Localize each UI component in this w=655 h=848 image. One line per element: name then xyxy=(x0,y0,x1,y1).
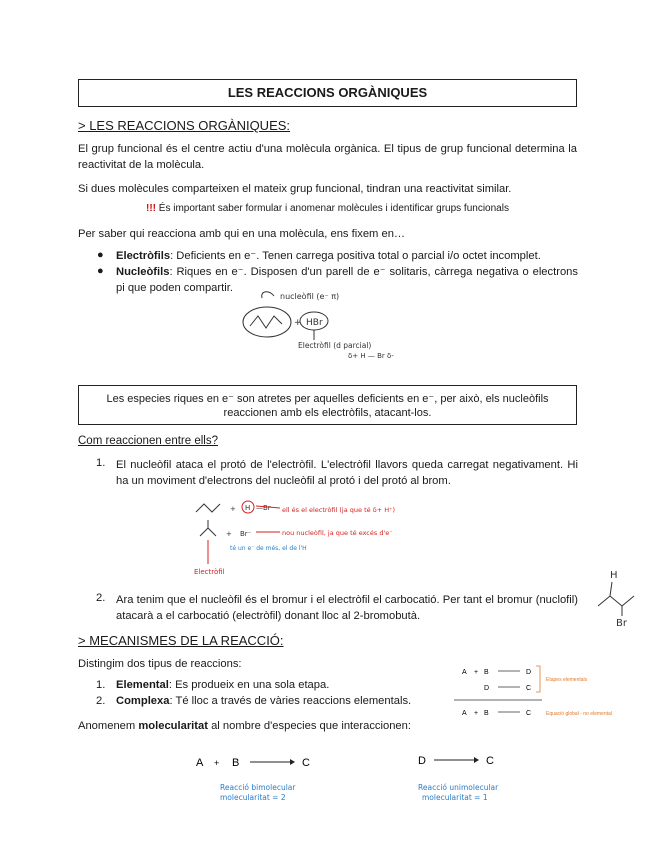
uni-label-1: Reacció unimolecular xyxy=(418,783,499,792)
bi-arrowhead xyxy=(290,759,295,765)
paragraph-distingim: Distingim dos tipus de reaccions: xyxy=(78,658,242,670)
mini-d2: D xyxy=(484,685,490,692)
bi-plus: + xyxy=(214,758,220,768)
mini-plus3: + xyxy=(474,710,479,717)
alkene-structure xyxy=(250,316,282,328)
paragraph-fixem: Per saber qui reacciona amb qui en una molècula, ens fixem en… xyxy=(78,228,406,240)
sketch-red-note-1: ell és el electròfil (ja que té δ+ H⁺) xyxy=(282,506,396,514)
molecularitat-term: molecularitat xyxy=(138,720,208,732)
bi-a: A xyxy=(196,757,204,769)
mini-c: C xyxy=(526,685,532,692)
carbocation-structure xyxy=(200,520,216,536)
step-1: El nucleòfil ataca el protó de l'electròfil. L'electròfil llavors queda carregat negativament. Hi ha un moviment d'electrons del nucleòfil al protó i del protó al brom. xyxy=(116,459,578,487)
molecularitat-post: al nombre d'especies que interaccionen: xyxy=(207,720,411,732)
page-title: LES REACCIONS ORGÀNIQUES xyxy=(78,79,577,107)
term-elemental: Elemental xyxy=(116,679,169,691)
sketch-label-nucleofil: nucleòfil (e⁻ π) xyxy=(280,292,340,301)
def-complexa: : Té lloc a través de vàries reaccions elementals. xyxy=(169,695,412,707)
sketch-plus: + xyxy=(226,530,232,538)
uni-c: C xyxy=(486,755,494,767)
sketch-plus: + xyxy=(230,505,236,513)
sketch-mechanism xyxy=(190,494,490,580)
type-complexa xyxy=(116,695,411,707)
section-heading-reaccions: > LES REACCIONS ORGÀNIQUES: xyxy=(78,118,291,133)
mini-b: B xyxy=(484,669,489,676)
mini-mechanism-diagram xyxy=(448,660,648,722)
paragraph-reactivitat: Si dues molècules comparteixen el mateix grup funcional, tindran una reactivitat similar. xyxy=(78,183,512,195)
type-number: 2. xyxy=(96,695,106,707)
type-elemental xyxy=(116,679,329,691)
step-number: 1. xyxy=(96,457,106,469)
def-nucleofils: : Riques en e⁻. Disposen d'un parell de e⁻ solitaris, càrrega negativa o electrons pi que poden compartir. xyxy=(116,266,578,294)
sketch-blue-note: té un e⁻ de més, el de l'H xyxy=(230,545,307,552)
alkene-structure xyxy=(196,504,220,512)
info-box xyxy=(78,385,577,425)
sketch-arrow xyxy=(262,292,274,298)
mini-d: D xyxy=(526,669,532,676)
sketch-electrofil-label: Electròfil xyxy=(194,568,225,576)
def-electrofils: : Deficients en e⁻. Tenen carrega positiva total o parcial i/o octet incomplet. xyxy=(170,250,541,262)
mini-plus: + xyxy=(474,669,479,676)
side-sketch-h: H xyxy=(610,570,618,581)
mini-b3: B xyxy=(484,710,489,717)
term-electrofils: Electròfils xyxy=(116,250,171,262)
paragraph-grup-funcional: El grup funcional és el centre actiu d'una molècula orgànica. El tipus de grup funcional determina la reactivitat de la molècula. xyxy=(78,143,577,171)
side-sketch-br: Br xyxy=(616,618,627,628)
mini-a3: A xyxy=(462,710,467,717)
bullet-electrofils xyxy=(116,248,578,264)
uni-arrowhead xyxy=(474,757,479,763)
uni-label-2: molecularitat = 1 xyxy=(422,793,488,802)
bi-label-2: molecularitat = 2 xyxy=(220,793,286,802)
warning-note xyxy=(78,203,577,214)
bi-c: C xyxy=(302,757,310,769)
term-complexa: Complexa xyxy=(116,695,170,707)
sketch-charges: δ+ H — Br δ- xyxy=(348,352,394,360)
mini-a: A xyxy=(462,669,467,676)
bullet-dot: ● xyxy=(97,265,104,277)
section-heading-com-reaccionen: Com reaccionen entre ells? xyxy=(78,435,218,447)
sketch-nucleofil-electrofil xyxy=(230,288,430,363)
type-number: 1. xyxy=(96,679,106,691)
step-2: Ara tenim que el nucleòfil és el bromur i el electròfil el carbocatió. Per tant el bromur (nuclofil) atacarà a el carbocatió (electròfil) donant lloc al 2-bromobutà. xyxy=(116,594,578,622)
info-box-line1: Les especies riques en e⁻ son atretes per aquelles deficients en e⁻, per això, els nucleòfils xyxy=(106,393,549,405)
sketch-label-electrofil: Electròfil (d parcial) xyxy=(298,341,372,350)
section-heading-mecanismes: > MECANISMES DE LA REACCIÓ: xyxy=(78,633,284,648)
bromobuta-structure xyxy=(598,582,634,616)
uni-d: D xyxy=(418,755,426,767)
term-nucleofils: Nucleòfils xyxy=(116,266,170,278)
diagram-bimolecular xyxy=(190,752,330,804)
molecularitat-pre: Anomenem xyxy=(78,720,139,732)
def-elemental: : Es produeix en una sola etapa. xyxy=(168,679,330,691)
warning-text: És important saber formular i anomenar molècules i identificar grups funcionals xyxy=(156,203,509,214)
mini-bracket xyxy=(536,666,540,692)
mini-c3: C xyxy=(526,710,532,717)
mini-label-global: Equació global - no elemental xyxy=(546,711,612,717)
bi-b: B xyxy=(232,757,240,769)
sketch-bromide: Br⁻ xyxy=(240,530,252,538)
sketch-red-note-2: nou nucleòfil, ja que té excés d'e⁻ xyxy=(282,529,393,537)
step-number: 2. xyxy=(96,592,106,604)
sketch-br: —Br xyxy=(256,504,271,512)
sketch-plus: + xyxy=(294,318,302,328)
sketch-reagent: HBr xyxy=(306,318,323,328)
info-box-line2: reaccionen amb els electròfils, atacant-los. xyxy=(223,407,432,419)
warning-mark: !!! xyxy=(146,203,157,214)
sketch-circle xyxy=(243,307,291,337)
side-sketch-bromobuta xyxy=(594,566,644,628)
bi-label-1: Reacció bimolecular xyxy=(220,783,296,792)
diagram-unimolecular xyxy=(410,750,520,804)
bullet-dot: ● xyxy=(97,249,104,261)
mini-label-elementals: Etapes elementals xyxy=(546,677,588,683)
sketch-h: H xyxy=(245,504,251,512)
